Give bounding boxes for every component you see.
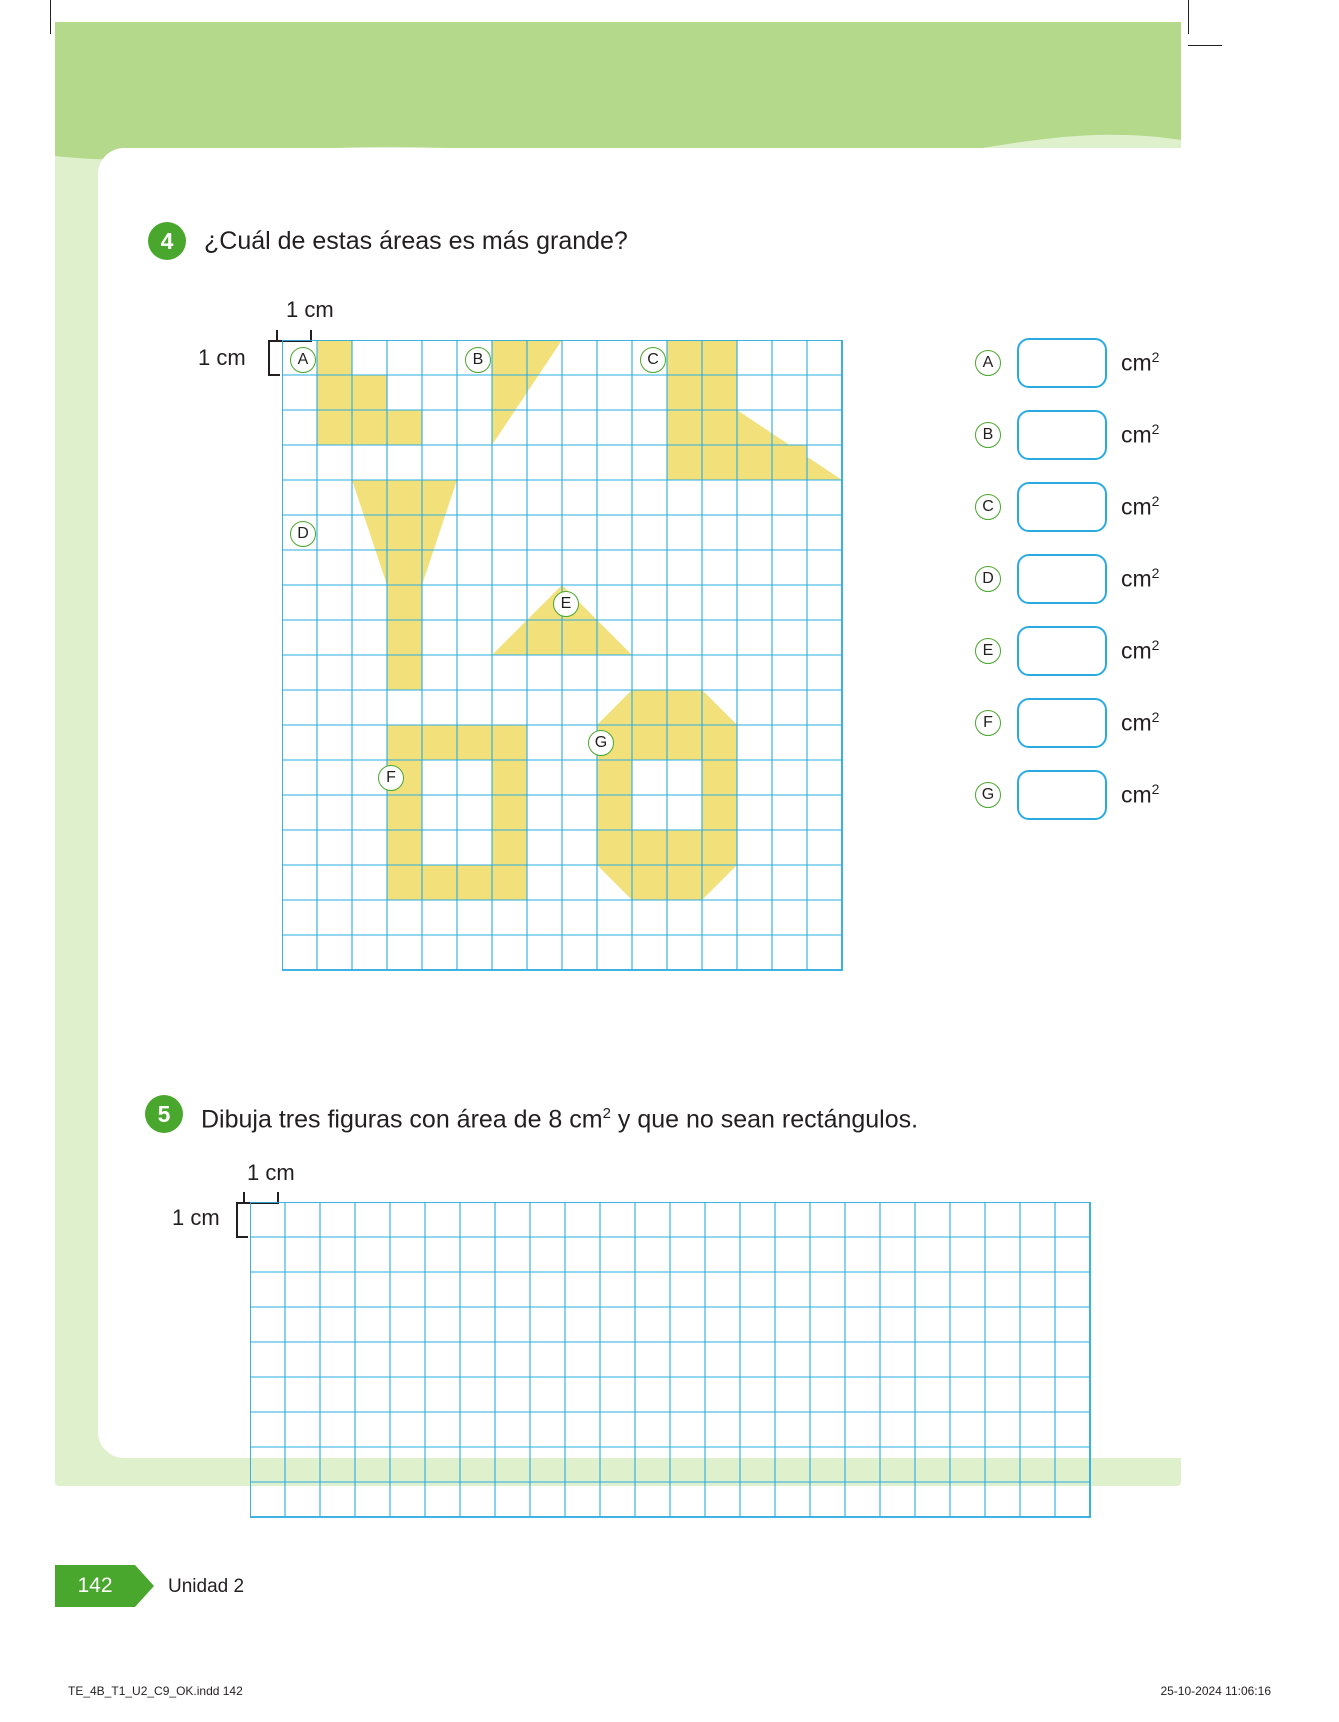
print-meta-right: 25-10-2024 11:06:16 <box>1160 1684 1271 1698</box>
answer-input-a[interactable] <box>1017 338 1107 388</box>
exercise-5-text-exp: 2 <box>602 1105 611 1122</box>
answer-unit-exp-d: 2 <box>1151 565 1160 582</box>
figure-badge-e: E <box>553 591 579 617</box>
crop-mark-top-right <box>1188 0 1189 34</box>
answer-row-f <box>975 700 1159 746</box>
answer-unit-f <box>1121 709 1159 737</box>
grid5-vertical-tick <box>236 1202 248 1238</box>
answer-unit-exp-e: 2 <box>1151 637 1160 654</box>
exercise-5-number: 5 <box>145 1095 183 1133</box>
grid4-vertical-tick <box>268 340 280 376</box>
answer-unit-b <box>1121 421 1159 449</box>
answer-badge-a: A <box>975 350 1001 376</box>
answer-row-c <box>975 484 1159 530</box>
answer-row-e <box>975 628 1159 674</box>
answer-badge-d: D <box>975 566 1001 592</box>
answer-input-g[interactable] <box>1017 770 1107 820</box>
answer-unit-text-f: cm <box>1121 709 1152 736</box>
exercise-4-text: ¿Cuál de estas áreas es más grande? <box>204 227 628 255</box>
exercise-4-number: 4 <box>148 222 186 260</box>
footer-unit-label: Unidad 2 <box>168 1576 245 1597</box>
answer-unit-exp-c: 2 <box>1151 493 1160 510</box>
crop-mark-left-top <box>1188 45 1222 46</box>
answer-input-b[interactable] <box>1017 410 1107 460</box>
figure-badge-a: A <box>290 347 316 373</box>
exercise-4-grid[interactable] <box>282 340 902 1040</box>
answer-input-c[interactable] <box>1017 482 1107 532</box>
answer-unit-text-d: cm <box>1121 565 1152 592</box>
figure-badge-b: B <box>465 347 491 373</box>
answer-badge-g: G <box>975 782 1001 808</box>
crop-mark-top-left <box>50 0 51 34</box>
answer-badge-c: C <box>975 494 1001 520</box>
answer-input-d[interactable] <box>1017 554 1107 604</box>
answer-unit-exp-f: 2 <box>1151 709 1160 726</box>
exercise-4-header <box>148 222 628 260</box>
grid5-horizontal-unit-label: 1 cm <box>247 1160 295 1185</box>
exercise-5-header <box>145 1095 918 1138</box>
answer-unit-exp-b: 2 <box>1151 421 1160 438</box>
answer-unit-e <box>1121 637 1159 665</box>
answer-unit-g <box>1121 781 1159 809</box>
answer-row-d <box>975 556 1159 602</box>
answer-unit-text-a: cm <box>1121 349 1152 376</box>
answer-unit-exp-g: 2 <box>1151 781 1160 798</box>
grid5-vertical-unit-label: 1 cm <box>172 1205 220 1230</box>
answer-row-g <box>975 772 1159 818</box>
answer-unit-d <box>1121 565 1159 593</box>
answer-row-b <box>975 412 1159 458</box>
figure-badge-f: F <box>378 765 404 791</box>
answer-unit-a <box>1121 349 1159 377</box>
figure-badge-c: C <box>640 347 666 373</box>
exercise-5-text <box>201 1095 918 1138</box>
exercise-5-text-before: Dibuja tres figuras con área de 8 cm <box>201 1105 603 1134</box>
answer-badge-e: E <box>975 638 1001 664</box>
answer-unit-text-e: cm <box>1121 637 1152 664</box>
answer-badge-f: F <box>975 710 1001 736</box>
footer-arrow-icon <box>135 1565 154 1607</box>
print-meta-left: TE_4B_T1_U2_C9_OK.indd 142 <box>68 1684 243 1698</box>
answer-list <box>975 340 1159 844</box>
exercise-5-grid[interactable] <box>250 1202 1150 1552</box>
answer-unit-text-g: cm <box>1121 781 1152 808</box>
grid4-horizontal-unit-label: 1 cm <box>286 297 334 322</box>
answer-unit-exp-a: 2 <box>1151 349 1160 366</box>
answer-badge-b: B <box>975 422 1001 448</box>
answer-unit-text-b: cm <box>1121 421 1152 448</box>
figure-badge-g: G <box>588 730 614 756</box>
grid4-vertical-unit-label: 1 cm <box>198 345 246 370</box>
answer-row-a <box>975 340 1159 386</box>
answer-unit-text-c: cm <box>1121 493 1152 520</box>
page-number: 142 <box>55 1565 135 1607</box>
figure-badge-d: D <box>290 521 316 547</box>
answer-input-f[interactable] <box>1017 698 1107 748</box>
answer-unit-c <box>1121 493 1159 521</box>
answer-input-e[interactable] <box>1017 626 1107 676</box>
exercise-5-text-after: y que no sean rectángulos. <box>610 1105 919 1134</box>
